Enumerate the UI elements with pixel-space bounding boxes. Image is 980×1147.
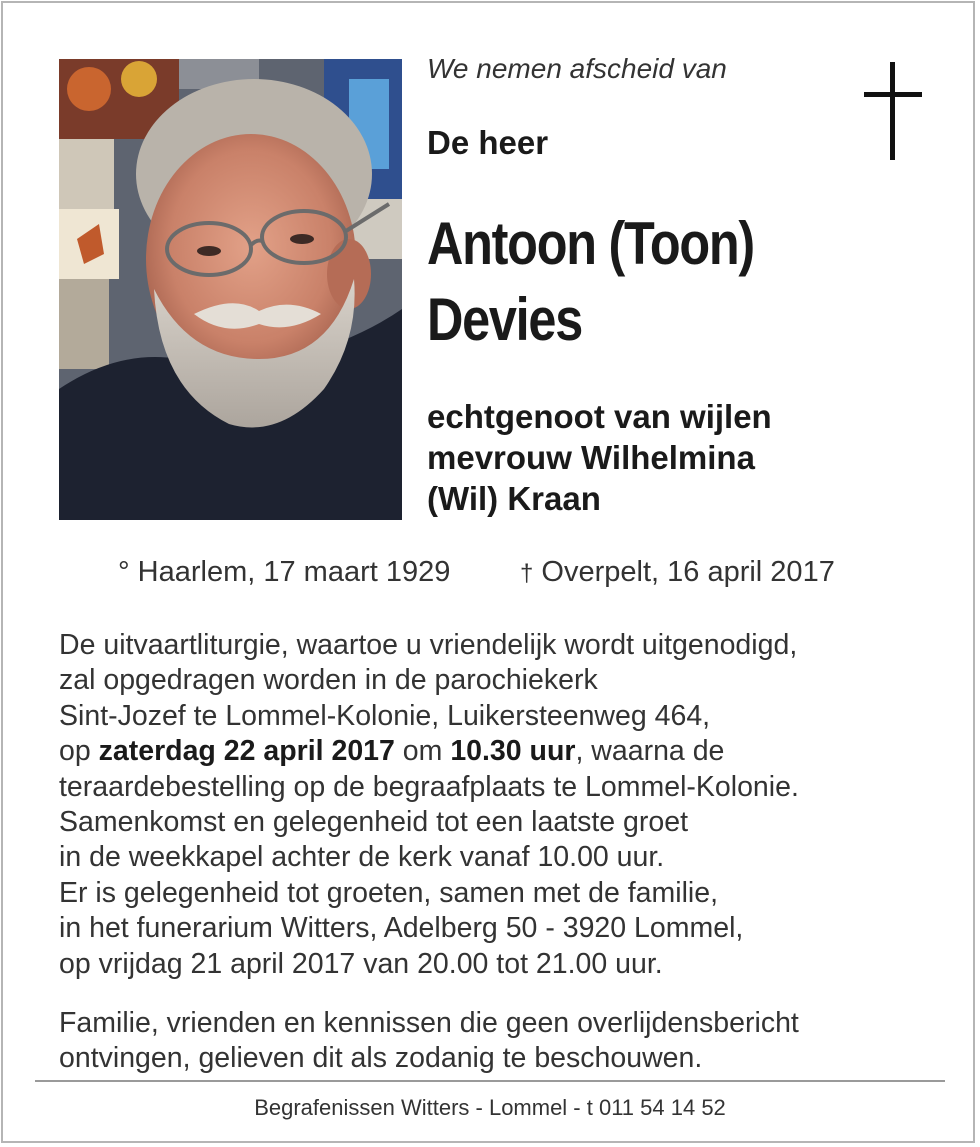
spouse-info (427, 396, 772, 519)
body-fragment: op (59, 735, 99, 768)
deceased-name (427, 206, 754, 358)
body-fragment: , waarna de (575, 735, 725, 768)
body-line: teraardebestelling op de begraafplaats te Lommel-Kolonie. (59, 770, 799, 803)
body-line: op vrijdag 21 april 2017 van 20.00 tot 21.00 uur. (59, 947, 663, 980)
body-line: zal opgedragen worden in de parochiekerk (59, 664, 598, 697)
portrait-photo (59, 59, 402, 520)
body-line: De uitvaartliturgie, waartoe u vriendelijk wordt uitgenodigd, (59, 629, 798, 661)
body-line: Er is gelegenheid tot groeten, samen met de familie, (59, 876, 719, 909)
death-text: Overpelt, 16 april 2017 (541, 556, 835, 588)
funeral-time: 10.30 uur (450, 735, 576, 768)
name-line-2: Devies (427, 286, 582, 353)
closing-line: Familie, vrienden en kennissen die geen overlijdensbericht (59, 1007, 799, 1039)
divider (35, 1080, 945, 1082)
body-line: in de weekkapel achter de kerk vanaf 10.00 uur. (59, 841, 665, 874)
closing-note (59, 1006, 799, 1077)
spouse-line: (Wil) Kraan (427, 480, 601, 517)
spouse-line: mevrouw Wilhelmina (427, 439, 755, 476)
spouse-line: echtgenoot van wijlen (427, 398, 772, 435)
body-line: Samenkomst en gelegenheid tot een laatste groet (59, 806, 689, 839)
body-line (59, 734, 799, 769)
body-line: in het funerarium Witters, Adelberg 50 - 3920 Lommel, (59, 912, 744, 945)
birth-info: ° Haarlem, 17 maart 1929 (118, 556, 451, 588)
closing-line: ontvingen, gelieven dit als zodanig te beschouwen. (59, 1042, 703, 1075)
cross-icon (864, 62, 922, 160)
intro-text: We nemen afscheid van (427, 53, 727, 84)
death-symbol: † (520, 560, 534, 587)
body-line: Sint-Jozef te Lommel-Kolonie, Luikersteenweg 464, (59, 699, 711, 732)
deceased-title: De heer (427, 124, 549, 161)
footer-text: Begrafenissen Witters - Lommel - t 011 54 14 52 (254, 1095, 726, 1120)
ceremony-details (59, 628, 799, 982)
death-info (520, 556, 835, 589)
body-fragment: om (394, 735, 451, 768)
funeral-date: zaterdag 22 april 2017 (98, 735, 395, 768)
name-line-1: Antoon (Toon) (427, 210, 754, 277)
